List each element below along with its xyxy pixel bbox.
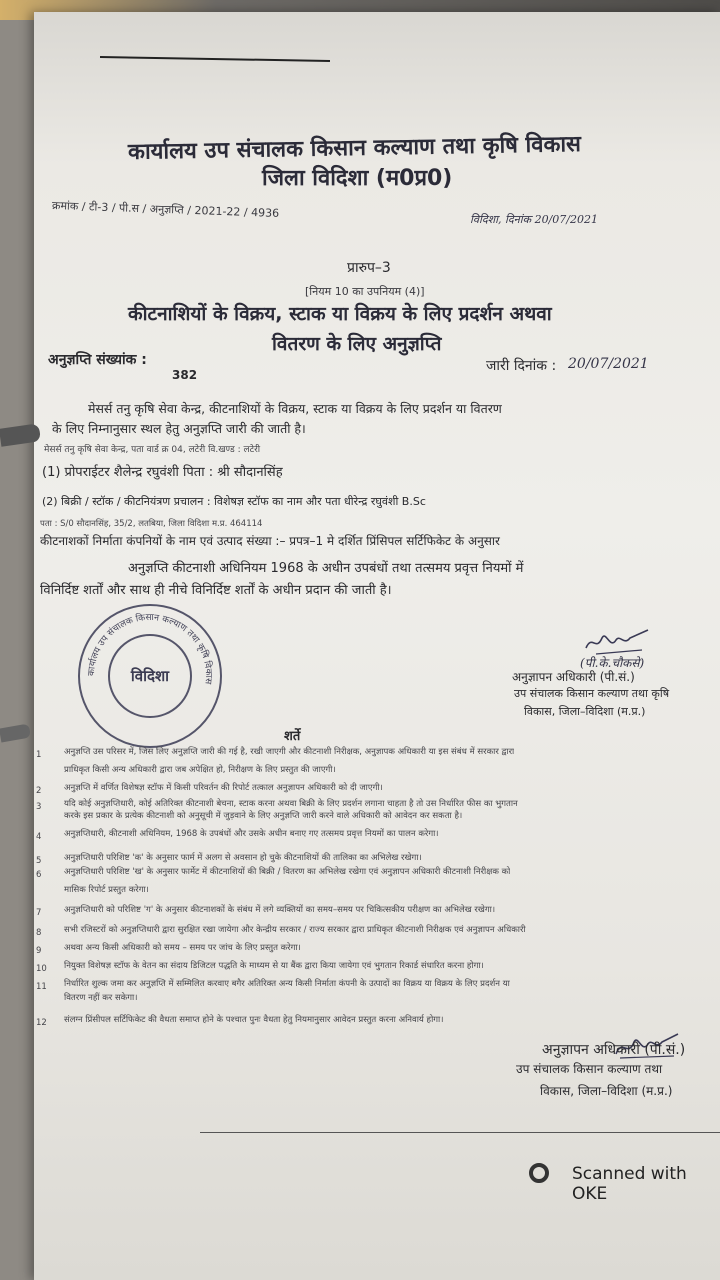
condition-text: अनुज्ञप्तिधारी, कीटनाशी अधिनियम, 1968 के उपबंधों और उसके अधीन बनाए गए तत्समय प्रवृत्त नियमों का पालन करेगा। [64,829,439,839]
condition-text: अनुज्ञप्ति उस परिसर में, जिस लिए अनुज्ञप्ति जारी की गई है, रखी जाएगी और कीटनाशी निरीक्षक, अनुज्ञापक अधिकारी या इस संबंध में सरकार द्वारा [64,747,515,757]
grant-line2: विनिर्दिष्ट शर्तों और साथ ही नीचे विनिर्दिष्ट शर्तों के अधीन प्रदान की जाती है। [40,583,392,598]
intro-line1: मेसर्स तनु कृषि सेवा केन्द्र, कीटनाशियों के विक्रय, स्टाक या विक्रय के लिए प्रदर्शन या वितरण [88,401,502,416]
condition-number: 4 [36,832,42,842]
conditions-heading: शर्ते [284,729,301,744]
office-title: कार्यालय उप संचालक किसान कल्याण तथा कृषि विकास [127,132,582,165]
expert-staff-line: (2) बिक्री / स्टॉक / कीटनियंत्रण प्रचालन : विशेषज्ञ स्टॉफ का नाम और पता धीरेन्द्र रघुवंशी B.Sc [42,495,426,508]
condition-text: प्राधिकृत किसी अन्य अधिकारी द्वारा जब अपेक्षित हो, निरीक्षण के लिए प्रस्तुत की जाएगी। [64,765,336,775]
license-number-value: 382 [172,368,198,382]
condition-text: अनुज्ञप्तिधारी परिशिष्ट 'ख' के अनुसार फार्मेट में कीटनाशियों की बिक्री / वितरण का अभिलेख रखेगा एवं अनुज्ञापन अधिकारी कीटनाशी निरीक्षक को [64,867,511,877]
license-title-line1: कीटनाशियों के विक्रय, स्टाक या विक्रय के लिए प्रदर्शन अथवा [128,303,552,325]
scanner-logo-icon [529,1163,549,1183]
condition-text: संलग्न प्रिंसीपल सर्टिफिकेट की वैधता समाप्त होने के पश्चात पुनः वैधता हेतु नियमानुसार आवेदन प्रस्तुत करना अनिवार्य होगा। [64,1015,444,1025]
license-title-line2: वितरण के लिए अनुज्ञप्ति [272,333,442,355]
condition-text: अथवा अन्य किसी अधिकारी को समय – समय पर जांच के लिए प्रस्तुत करेगा। [64,943,301,953]
condition-number: 10 [36,964,47,974]
officer-2-office2: विकास, जिला–विदिशा (म.प्र.) [540,1084,673,1098]
reference-date: विदिशा, दिनांक 20/07/2021 [470,213,598,226]
office-district: जिला विदिशा (म0प्र0) [262,166,453,191]
officer-2-office: उप संचालक किसान कल्याण तथा [516,1062,663,1076]
condition-text: यदि कोई अनुज्ञप्तिधारी, कोई अतिरिक्त कीटनाशी बेचना, स्टाक करना अथवा बिक्री के लिए प्रदर्शन लगाना चाहता है तो उस निर्धारित फीस का भुगतान [64,799,518,809]
license-number-label: अनुज्ञप्ति संख्यांक : [48,352,147,368]
seal-ring-label: कार्यालय उप संचालक किसान कल्याण तथा कृषि विकास [86,612,214,685]
condition-number: 5 [36,856,42,866]
condition-text: करके इस प्रकार के प्रत्येक कीटनाशी को अनुसूची में जुड़वाने के लिए अनुज्ञप्ति जारी करने वाले अधिकारी को आवेदन कर सकता है। [64,811,463,821]
bottom-rule [200,1132,720,1133]
scanner-label: Scanned with OKE [572,1164,687,1204]
officer-1-office: उप संचालक किसान कल्याण तथा कृषि [514,687,670,700]
condition-number: 1 [36,750,42,760]
condition-text: अनुज्ञप्ति में वर्णित विशेषज्ञ स्टॉफ में किसी परिवर्तन की रिपोर्ट तत्काल अनुज्ञापन अधिकारी को दी जाएगी। [64,783,383,793]
grant-line1: अनुज्ञप्ति कीटनाशी अधिनियम 1968 के अधीन उपबंधों तथा तत्समय प्रवृत्त नियमों में [128,561,524,576]
condition-number: 7 [36,908,42,918]
condition-text: वितरण नहीं कर सकेगा। [64,993,138,1003]
condition-text: सभी रजिस्टरों को अनुज्ञप्तिधारी द्वारा सुरक्षित रखा जायेगा और केन्द्रीय सरकार / राज्य सरकार द्वारा प्राधिकृत कीटनाशी निरीक्षक एवं अनुज्ञापन अधिकारी [64,925,526,935]
firm-address: मेसर्स तनु कृषि सेवा केन्द्र, पता वार्ड क्र 04, लटेरी वि.खण्ड : लटेरी [44,445,261,455]
condition-number: 3 [36,802,42,812]
office-seal [78,604,222,748]
condition-number: 6 [36,870,42,880]
condition-text: अनुज्ञप्तिधारी परिशिष्ट 'क' के अनुसार फार्म में अलग से अवसान हो चुके कीटनाशियों की तालिका का अभिलेख रखेगा। [64,853,422,863]
condition-text: नियुक्त विशेषज्ञ स्टॉफ के वेतन का संदाय डिजिटल पद्धति के माध्यम से या बैंक द्वारा किया जायेगा एवं भुगतान रिकार्ड संधारित करना होगा। [64,961,484,971]
condition-text: निर्धारित शुल्क जमा कर अनुज्ञप्ति में सम्मिलित करवाए बगैर अतिरिक्त अन्य किसी निर्माता कंपनी के उत्पादों का विक्रय या विक्रय के लिए प्रदर्शन या [64,979,510,989]
form-number: प्रारुप–3 [347,260,391,276]
officer-1-name: (पी.के.चौकसे) [580,656,645,670]
issue-date-label: जारी दिनांक : [486,358,557,374]
condition-number: 9 [36,946,42,956]
officer-1-office2: विकास, जिला–विदिशा (म.प्र.) [524,705,646,718]
condition-text: अनुज्ञप्तिधारी को परिशिष्ट 'ग' के अनुसार कीटनाशकों के संबंध में लगे व्यक्तियों का समय–समय पर चिकित्सकीय परीक्षण का अभिलेख रखेगा। [64,905,496,915]
form-rule: [नियम 10 का उपनियम (4)] [305,285,425,298]
proprietor-line: (1) प्रोपराईटर शैलेन्द्र रघुवंशी पिता : श्री सौदानसिंह [42,465,283,480]
paper-clip-lower [0,724,31,743]
issue-date-value: 20/07/2021 [568,356,649,372]
seal-center: विदिशा [108,634,192,718]
expert-staff-address: पता : S/0 सौदानसिंह, 35/2, लतबिया, जिला विदिशा म.प्र. 464114 [40,519,263,529]
condition-number: 2 [36,786,42,796]
reference-number: क्रमांक / टी-3 / पी.स / अनुज्ञप्ति / 2021-22 / 4936 [51,199,280,220]
manufacturers-line: कीटनाशकों निर्माता कंपनियों के नाम एवं उत्पाद संख्या :– प्रपत्र–1 मे दर्शित प्रिंसिपल सर्टिफिकेट के अनुसार [40,534,500,548]
condition-number: 8 [36,928,42,938]
condition-number: 12 [36,1018,47,1028]
condition-number: 11 [36,982,47,992]
officer-1-title: अनुज्ञापन अधिकारी (पी.सं.) [512,670,635,684]
intro-line2: के लिए निम्नानुसार स्थल हेतु अनुज्ञप्ति जारी की जाती है। [52,421,306,436]
condition-text: मासिक रिपोर्ट प्रस्तुत करेगा। [64,885,149,895]
officer-2-title: अनुज्ञापन अधिकारी (पी.सं.) [542,1042,686,1058]
